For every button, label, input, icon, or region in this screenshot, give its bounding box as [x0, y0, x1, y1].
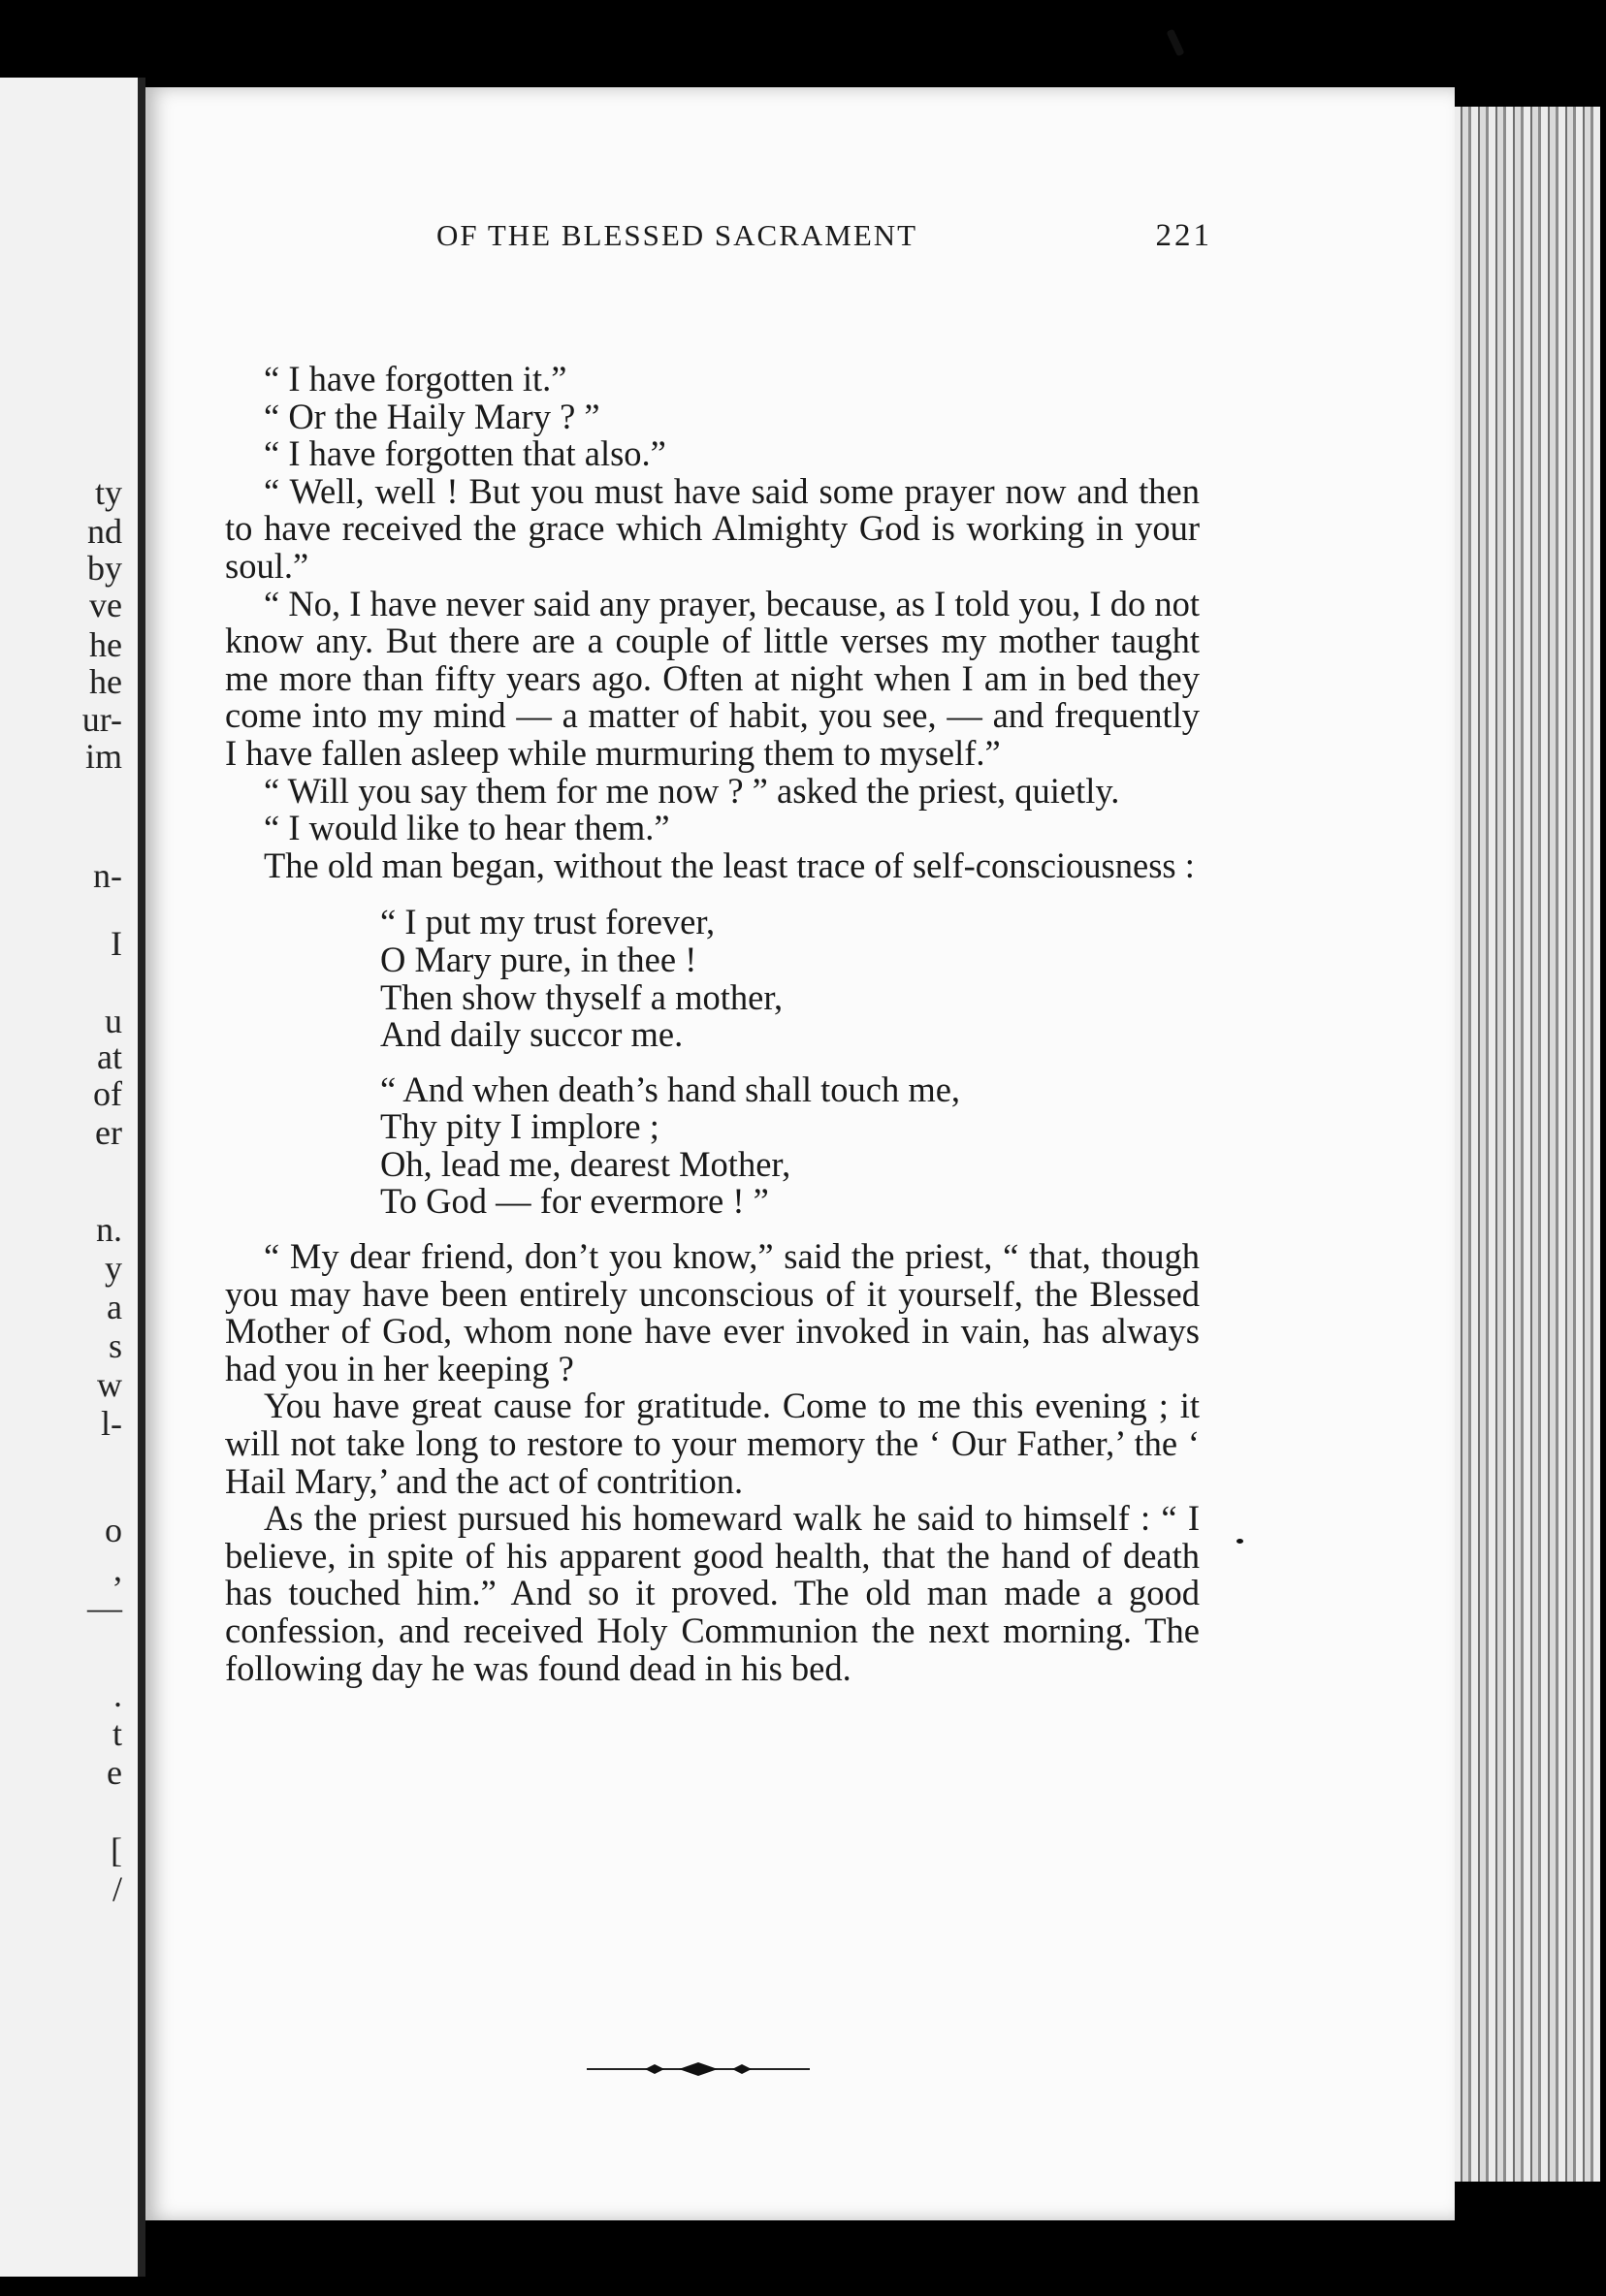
paragraph: “ I would like to hear them.” — [264, 808, 670, 848]
verse-line: Thy pity I implore ; — [380, 1106, 659, 1147]
left-page-fragment: im — [84, 737, 122, 776]
left-page-fragment: e — [107, 1753, 122, 1792]
left-page-fragment: at — [97, 1037, 122, 1076]
left-page-fragment: s — [108, 1326, 122, 1365]
left-page-fragment: a — [107, 1288, 122, 1326]
paragraph: “ Or the Haily Mary ? ” — [264, 396, 600, 436]
paragraph: “ Well, well ! But you must have said some prayer now and then to have received the grace which Almighty God is working in your soul.” — [225, 470, 1200, 586]
verse-stanza — [380, 904, 1200, 1053]
verse-line: And daily succor me. — [380, 1014, 684, 1055]
left-page-fragment: ty — [94, 473, 122, 512]
left-page-fragment: by — [87, 549, 122, 588]
left-page-fragment: he — [89, 625, 122, 664]
speck — [1166, 29, 1184, 57]
paragraph: “ I have forgotten it.” — [264, 359, 567, 399]
verse-stanza — [380, 1068, 1200, 1222]
left-page-fragment: n- — [93, 856, 122, 895]
left-page-fragment: ve — [89, 586, 122, 624]
verse-line: Oh, lead me, dearest Mother, — [380, 1143, 791, 1184]
paragraph: “ Will you say them for me now ? ” asked the priest, quietly. — [264, 770, 1120, 811]
left-page-fragment: l- — [101, 1404, 122, 1443]
end-ornament — [587, 2057, 810, 2081]
body-text — [225, 361, 1200, 1687]
verse-line: To God — for evermore ! ” — [380, 1181, 769, 1222]
paragraph: “ My dear friend, don’t you know,” said the priest, “ that, though you may have been entirely unconscious of it yourself, the Blessed Mother of God, whom none have ever invoked in vain, has always had you in her keeping ? — [225, 1236, 1200, 1388]
verse-line: O Mary pure, in thee ! — [380, 939, 697, 979]
speck — [1237, 1539, 1243, 1544]
left-page-fragment: n. — [96, 1210, 122, 1249]
left-page-fragment: [ — [111, 1831, 122, 1869]
left-page-fragment: o — [105, 1511, 122, 1549]
left-page-text-fragments — [0, 78, 136, 2277]
book-gutter — [138, 78, 145, 2277]
left-page-fragment: / — [112, 1869, 122, 1908]
left-page-fragment: u — [105, 1002, 122, 1040]
page-edges — [1445, 107, 1600, 2182]
left-page-fragment: y — [105, 1249, 122, 1288]
left-facing-page — [0, 78, 145, 2277]
paragraph: The old man began, without the least trace of self-consciousness : — [264, 845, 1195, 885]
left-page-fragment: ur- — [81, 700, 122, 739]
page-number: 221 — [1155, 218, 1212, 253]
paragraph: “ I have forgotten that also.” — [264, 433, 666, 474]
left-page-fragment: t — [112, 1714, 122, 1753]
paragraph: As the priest pursued his homeward walk he said to himself : “ I believe, in spite of his apparent good health, that the hand of death has touched him.” And so it proved. The old man made a good confession, and received Holy Communion the next morning. The following day he was found dead in his bed. — [225, 1498, 1200, 1688]
left-page-fragment: . — [113, 1675, 122, 1714]
paragraph: You have great cause for gratitude. Come to me this evening ; it will not take long to restore to your memory the ‘ Our Father,’ the ‘ Hail Mary,’ and the act of contrition. — [225, 1386, 1200, 1501]
left-page-fragment: I — [111, 924, 122, 963]
running-head — [291, 218, 1212, 276]
verse-line: “ And when death’s hand shall touch me, — [380, 1068, 961, 1109]
left-page-fragment: er — [95, 1113, 122, 1152]
left-page-fragment: — — [87, 1588, 122, 1627]
verse-line: Then show thyself a mother, — [380, 976, 784, 1017]
left-page-fragment: , — [113, 1549, 122, 1588]
left-page-fragment: of — [93, 1074, 122, 1113]
left-page-fragment: w — [97, 1365, 122, 1404]
running-title: OF THE BLESSED SACRAMENT — [436, 218, 918, 252]
verse-line: “ I put my trust forever, — [380, 902, 716, 942]
paragraph: “ No, I have never said any prayer, because, as I told you, I do not know any. But there are a couple of little verses my mother taught me more than fifty years ago. Often at night when I am in bed they come into my mind — a matter of habit, you see, — and frequently I have fallen asleep while murmuring them to myself.” — [225, 583, 1200, 773]
left-page-fragment: he — [89, 662, 122, 701]
left-page-fragment: nd — [87, 512, 122, 551]
